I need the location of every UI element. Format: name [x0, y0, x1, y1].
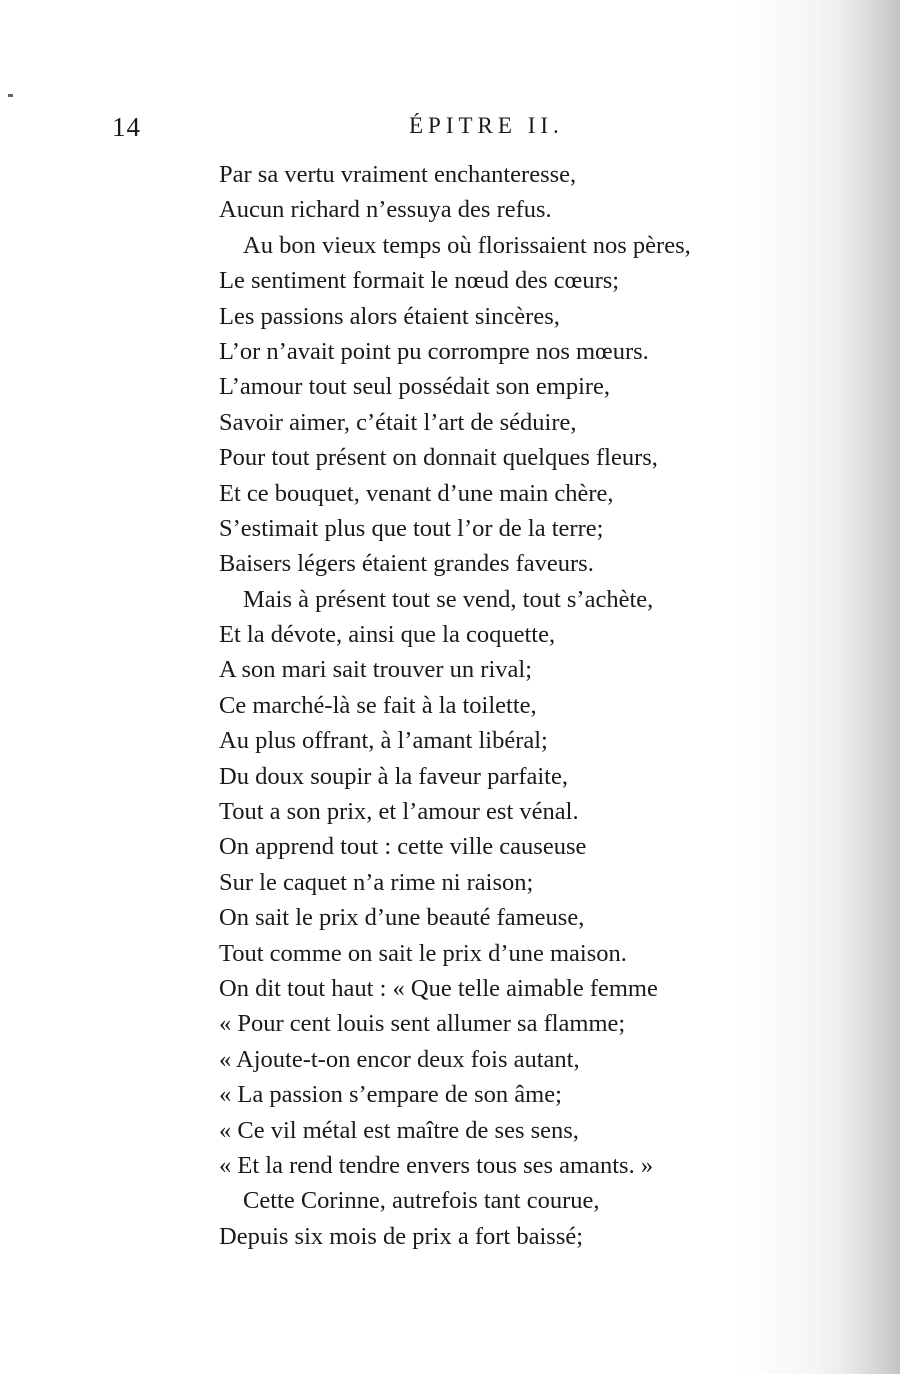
verse-line: S’estimait plus que tout l’or de la terre; [219, 514, 604, 542]
verse-line: Cette Corinne, autrefois tant courue, [243, 1187, 600, 1215]
verse-line: « La passion s’empare de son âme; [219, 1081, 562, 1109]
spine-shadow [840, 0, 900, 1374]
verse-line: « Ajoute-t-on encor deux fois autant, [219, 1045, 580, 1073]
verse-line: Par sa vertu vraiment enchanteresse, [219, 161, 577, 188]
verse-line: A son mari sait trouver un rival; [219, 656, 532, 684]
verse-line: Tout comme on sait le prix d’une maison. [219, 939, 627, 967]
verse-line: Et ce bouquet, venant d’une main chère, [219, 479, 614, 507]
verse-line: On dit tout haut : « Que telle aimable femme [219, 974, 658, 1002]
verse-line: Mais à présent tout se vend, tout s’achète, [243, 585, 654, 613]
verse-line: Depuis six mois de prix a fort baissé; [219, 1222, 584, 1250]
verse-line: L’amour tout seul possédait son empire, [219, 373, 611, 401]
verse-line: Au bon vieux temps où florissaient nos pères, [243, 231, 691, 259]
verse-line: Les passions alors étaient sincères, [219, 302, 560, 330]
page-number: 14 [112, 112, 141, 142]
poem-verses [219, 157, 839, 1254]
verse-line: Baisers légers étaient grandes faveurs. [219, 550, 594, 578]
verse-line: « Et la rend tendre envers tous ses amants. » [219, 1151, 654, 1179]
verse-line: Tout a son prix, et l’amour est vénal. [219, 798, 579, 826]
margin-mark [8, 94, 13, 97]
verse-line: Ce marché-là se fait à la toilette, [219, 691, 537, 719]
verse-line: Savoir aimer, c’était l’art de séduire, [219, 408, 577, 436]
verse-line: On apprend tout : cette ville causeuse [219, 833, 587, 861]
verse-line: On sait le prix d’une beauté fameuse, [219, 904, 585, 932]
verse-line: « Pour cent louis sent allumer sa flamme; [219, 1010, 626, 1038]
verse-line: Aucun richard n’essuya des refus. [219, 196, 552, 224]
verse-line: « Ce vil métal est maître de ses sens, [219, 1116, 579, 1144]
verse-line: Et la dévote, ainsi que la coquette, [219, 621, 556, 649]
verse-line: Le sentiment formait le nœud des cœurs; [219, 267, 620, 295]
verse-line: L’or n’avait point pu corrompre nos mœurs. [219, 337, 649, 365]
verse-line: Pour tout présent on donnait quelques fleurs, [219, 444, 658, 472]
verse-line: Sur le caquet n’a rime ni raison; [219, 868, 534, 896]
verse-line: Au plus offrant, à l’amant libéral; [219, 727, 548, 755]
running-head: ÉPITRE II. [409, 113, 564, 138]
verse-line: Du doux soupir à la faveur parfaite, [219, 762, 568, 790]
